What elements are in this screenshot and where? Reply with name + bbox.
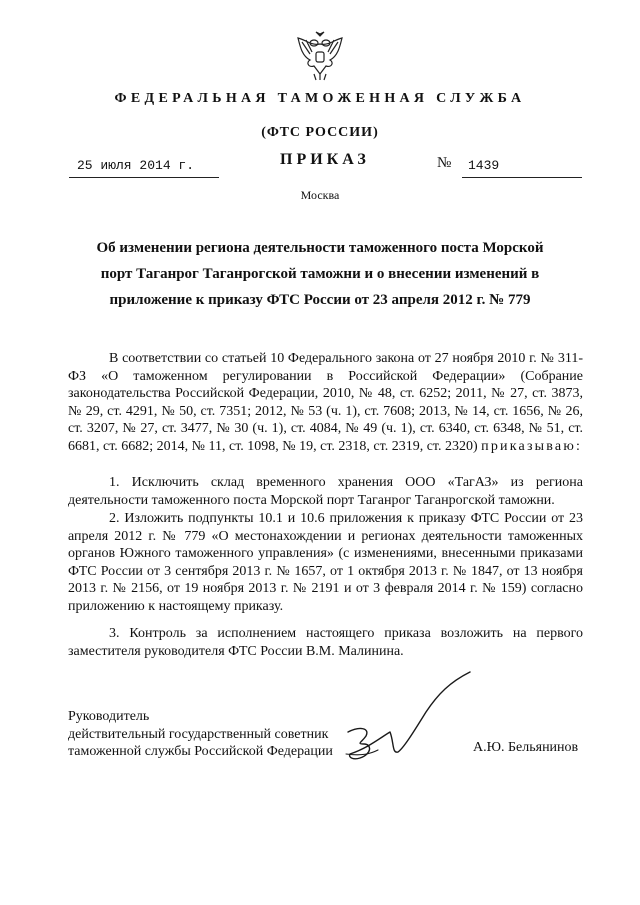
signatory-position <box>68 708 333 761</box>
item-2: 2. Изложить подпункты 10.1 и 10.6 приложения к приказу ФТС России от 23 апреля 2012 г. № 779 «О местонахождении и регионах деятельности таможенных органов Южного таможенного управления» (с изменениями, внесенными приказами ФТС России от 3 сентября 2013 г. № 1657, от 1 октября 2013 г. № 1847, от 13 ноября 2013 г. № 2156, от 19 ноября 2013 г. № 2191 и от 3 февраля 2014 г. № 159) согласно приложению к настоящему приказу. <box>68 511 583 614</box>
intro-paragraph <box>68 350 583 456</box>
number-sign: № <box>437 155 452 171</box>
position-line-3: таможенной службы Российской Федерации <box>68 744 333 759</box>
handwritten-signature <box>338 670 483 780</box>
item-3: 3. Контроль за исполнением настоящего приказа возложить на первого заместителя руководителя ФТС России В.М. Малинина. <box>68 626 583 659</box>
intro-text: В соответствии со статьей 10 Федерального закона от 27 ноября 2010 г. № 311-ФЗ «О таможенном регулировании в Российской Федерации» (Собрание законодательства Российской Федерации, 2010, № 48, ст. 6252; 2011, № 27, ст. 3873, № 29, ст. 4291, № 50, ст. 7351; 2012, № 53 (ч. 1), ст. 7608; 2013, № 14, ст. 1656, № 26, ст. 3207, № 27, ст. 3477, № 30 (ч. 1), ст. 4084, № 49 (ч. 1), ст. 6340, ст. 6348, № 51, ст. 6681, ст. 6682; 2014, № 11, ст. 1098, № 19, ст. 2318, ст. 2319, ст. 2320) <box>68 351 583 454</box>
item-1: 1. Исключить склад временного хранения ООО «ТагАЗ» из региона деятельности таможенного поста Морской порт Таганрог Таганрогской таможни. <box>68 475 583 508</box>
signatory-name: А.Ю. Бельянинов <box>473 740 579 755</box>
position-line-1: Руководитель <box>68 709 150 724</box>
coat-of-arms-emblem <box>294 30 346 82</box>
agency-name: ФЕДЕРАЛЬНАЯ ТАМОЖЕННАЯ СЛУЖБА <box>114 91 526 106</box>
city: Москва <box>300 188 340 202</box>
order-date: 25 июля 2014 г. <box>77 158 195 173</box>
document-type: ПРИКАЗ <box>280 151 370 168</box>
order-number: 1439 <box>468 158 500 173</box>
agency-short-name: (ФТС РОССИИ) <box>261 125 379 140</box>
position-line-2: действительный государственный советник <box>68 726 329 742</box>
document-title: Об изменении региона деятельности таможенного поста Морской порт Таганрог Таганрогской таможни и о внесении изменений в приложение к приказу ФТС России от 23 апреля 2012 г. № 779 <box>96 240 544 308</box>
order-word: приказываю: <box>481 438 583 454</box>
